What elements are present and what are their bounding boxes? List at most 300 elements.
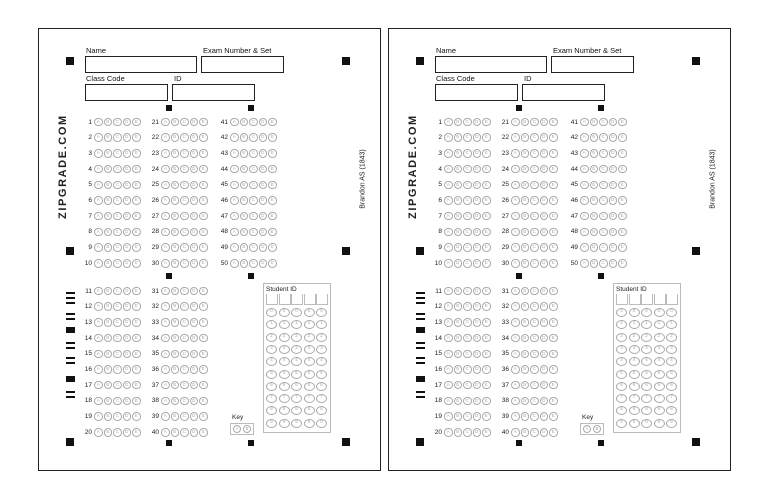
answer-bubble[interactable]: B (171, 397, 180, 406)
student-id-bubble[interactable]: 0 (291, 308, 302, 317)
answer-bubble[interactable]: D (540, 149, 549, 158)
answer-bubble[interactable]: D (190, 428, 199, 437)
student-id-bubble[interactable]: 6 (279, 382, 290, 391)
answer-bubble[interactable]: B (104, 350, 113, 359)
answer-bubble[interactable]: E (482, 165, 491, 174)
answer-bubble[interactable]: E (482, 196, 491, 205)
student-id-bubble[interactable]: 6 (316, 382, 327, 391)
answer-bubble[interactable]: E (482, 318, 491, 327)
answer-bubble[interactable]: C (530, 228, 539, 237)
answer-bubble[interactable]: B (454, 287, 463, 296)
answer-bubble[interactable]: B (454, 302, 463, 311)
answer-bubble[interactable]: E (549, 228, 558, 237)
answer-bubble[interactable]: A (580, 243, 589, 252)
answer-bubble[interactable]: C (113, 318, 122, 327)
answer-bubble[interactable]: B (171, 365, 180, 374)
answer-bubble[interactable]: B (521, 428, 530, 437)
student-id-bubble[interactable]: 0 (279, 308, 290, 317)
answer-bubble[interactable]: E (268, 259, 277, 268)
answer-bubble[interactable]: B (521, 365, 530, 374)
student-id-bubble[interactable]: 5 (616, 370, 627, 379)
answer-bubble[interactable]: A (161, 118, 170, 127)
answer-bubble[interactable]: A (444, 228, 453, 237)
answer-bubble[interactable]: D (473, 196, 482, 205)
student-id-bubble[interactable]: 8 (641, 406, 652, 415)
answer-bubble[interactable]: D (609, 228, 618, 237)
answer-bubble[interactable]: B (104, 412, 113, 421)
student-id-bubble[interactable]: 1 (291, 320, 302, 329)
answer-bubble[interactable]: E (132, 287, 141, 296)
answer-bubble[interactable]: A (161, 133, 170, 142)
answer-bubble[interactable]: A (230, 133, 239, 142)
student-id-bubble[interactable]: 4 (641, 357, 652, 366)
answer-bubble[interactable]: D (473, 212, 482, 221)
answer-bubble[interactable]: E (199, 165, 208, 174)
answer-bubble[interactable]: A (94, 318, 103, 327)
answer-bubble[interactable]: E (549, 334, 558, 343)
answer-bubble[interactable]: E (618, 196, 627, 205)
answer-bubble[interactable]: E (549, 428, 558, 437)
answer-bubble[interactable]: D (123, 165, 132, 174)
answer-bubble[interactable]: D (123, 318, 132, 327)
key-bubble[interactable]: B (593, 425, 601, 433)
answer-bubble[interactable]: D (473, 287, 482, 296)
student-id-bubble[interactable]: 2 (291, 333, 302, 342)
answer-bubble[interactable]: B (104, 149, 113, 158)
answer-bubble[interactable]: D (123, 381, 132, 390)
answer-bubble[interactable]: C (180, 133, 189, 142)
student-id-bubble[interactable]: 3 (641, 345, 652, 354)
answer-bubble[interactable]: E (268, 133, 277, 142)
answer-bubble[interactable]: C (463, 381, 472, 390)
answer-bubble[interactable]: B (590, 196, 599, 205)
student-id-bubble[interactable]: 1 (304, 320, 315, 329)
class-code-field[interactable] (435, 84, 518, 101)
answer-bubble[interactable]: B (171, 133, 180, 142)
answer-bubble[interactable]: E (549, 133, 558, 142)
answer-bubble[interactable]: C (249, 196, 258, 205)
answer-bubble[interactable]: E (199, 334, 208, 343)
answer-bubble[interactable]: E (132, 196, 141, 205)
answer-bubble[interactable]: E (132, 118, 141, 127)
answer-bubble[interactable]: E (268, 165, 277, 174)
answer-bubble[interactable]: B (171, 302, 180, 311)
answer-bubble[interactable]: C (180, 350, 189, 359)
answer-bubble[interactable]: B (454, 350, 463, 359)
answer-bubble[interactable]: C (599, 181, 608, 190)
answer-bubble[interactable]: C (249, 228, 258, 237)
student-id-bubble[interactable]: 8 (291, 406, 302, 415)
answer-bubble[interactable]: A (511, 428, 520, 437)
student-id-digit-box[interactable] (279, 294, 291, 305)
answer-bubble[interactable]: C (463, 318, 472, 327)
student-id-bubble[interactable]: 7 (666, 394, 677, 403)
answer-bubble[interactable]: D (190, 381, 199, 390)
answer-bubble[interactable]: D (190, 133, 199, 142)
student-id-bubble[interactable]: 1 (279, 320, 290, 329)
answer-bubble[interactable]: B (171, 334, 180, 343)
answer-bubble[interactable]: C (113, 196, 122, 205)
answer-bubble[interactable]: C (463, 302, 472, 311)
answer-bubble[interactable]: D (473, 428, 482, 437)
student-id-bubble[interactable]: 8 (616, 406, 627, 415)
answer-bubble[interactable]: E (132, 350, 141, 359)
answer-bubble[interactable]: A (94, 350, 103, 359)
answer-bubble[interactable]: D (123, 259, 132, 268)
answer-bubble[interactable]: A (511, 212, 520, 221)
answer-bubble[interactable]: A (444, 259, 453, 268)
answer-bubble[interactable]: D (540, 212, 549, 221)
answer-bubble[interactable]: C (530, 212, 539, 221)
answer-bubble[interactable]: A (230, 149, 239, 158)
answer-bubble[interactable]: A (161, 365, 170, 374)
answer-bubble[interactable]: B (240, 243, 249, 252)
answer-bubble[interactable]: B (590, 118, 599, 127)
student-id-bubble[interactable]: 4 (279, 357, 290, 366)
student-id-bubble[interactable]: 2 (316, 333, 327, 342)
key-bubble[interactable]: B (243, 425, 251, 433)
answer-bubble[interactable]: E (482, 381, 491, 390)
student-id-bubble[interactable]: 6 (291, 382, 302, 391)
answer-bubble[interactable]: A (511, 318, 520, 327)
answer-bubble[interactable]: A (444, 165, 453, 174)
answer-bubble[interactable]: E (482, 397, 491, 406)
answer-bubble[interactable]: C (180, 149, 189, 158)
student-id-bubble[interactable]: 3 (616, 345, 627, 354)
student-id-digit-box[interactable] (304, 294, 316, 305)
answer-bubble[interactable]: B (521, 381, 530, 390)
answer-bubble[interactable]: D (259, 165, 268, 174)
answer-bubble[interactable]: C (530, 287, 539, 296)
answer-bubble[interactable]: A (444, 365, 453, 374)
answer-bubble[interactable]: E (618, 212, 627, 221)
answer-bubble[interactable]: B (521, 228, 530, 237)
student-id-bubble[interactable]: 7 (266, 394, 277, 403)
answer-bubble[interactable]: D (259, 118, 268, 127)
answer-bubble[interactable]: C (599, 133, 608, 142)
answer-bubble[interactable]: C (180, 397, 189, 406)
answer-bubble[interactable]: D (259, 212, 268, 221)
answer-bubble[interactable]: B (590, 149, 599, 158)
answer-bubble[interactable]: B (521, 118, 530, 127)
answer-bubble[interactable]: B (521, 259, 530, 268)
answer-bubble[interactable]: D (123, 133, 132, 142)
answer-bubble[interactable]: C (530, 149, 539, 158)
answer-bubble[interactable]: E (618, 259, 627, 268)
name-field[interactable] (435, 56, 547, 73)
answer-bubble[interactable]: B (590, 228, 599, 237)
answer-bubble[interactable]: B (454, 428, 463, 437)
answer-bubble[interactable]: A (230, 259, 239, 268)
student-id-bubble[interactable]: 1 (629, 320, 640, 329)
answer-bubble[interactable]: B (171, 228, 180, 237)
answer-bubble[interactable]: B (454, 334, 463, 343)
answer-bubble[interactable]: E (199, 243, 208, 252)
answer-bubble[interactable]: B (521, 181, 530, 190)
answer-bubble[interactable]: E (199, 365, 208, 374)
answer-bubble[interactable]: B (171, 165, 180, 174)
answer-bubble[interactable]: A (444, 243, 453, 252)
answer-bubble[interactable]: B (240, 181, 249, 190)
student-id-bubble[interactable]: 7 (629, 394, 640, 403)
answer-bubble[interactable]: A (511, 243, 520, 252)
answer-bubble[interactable]: B (454, 196, 463, 205)
answer-bubble[interactable]: E (199, 212, 208, 221)
answer-bubble[interactable]: D (540, 350, 549, 359)
answer-bubble[interactable]: D (540, 228, 549, 237)
answer-bubble[interactable]: D (540, 397, 549, 406)
student-id-digit-box[interactable] (666, 294, 678, 305)
answer-bubble[interactable]: B (454, 212, 463, 221)
answer-bubble[interactable]: C (113, 334, 122, 343)
answer-bubble[interactable]: A (161, 397, 170, 406)
student-id-bubble[interactable]: 6 (641, 382, 652, 391)
answer-bubble[interactable]: A (511, 165, 520, 174)
answer-bubble[interactable]: C (180, 118, 189, 127)
answer-bubble[interactable]: D (540, 381, 549, 390)
answer-bubble[interactable]: B (521, 196, 530, 205)
answer-bubble[interactable]: D (609, 259, 618, 268)
answer-bubble[interactable]: C (113, 397, 122, 406)
answer-bubble[interactable]: B (521, 318, 530, 327)
answer-bubble[interactable]: C (113, 228, 122, 237)
student-id-bubble[interactable]: 5 (629, 370, 640, 379)
answer-bubble[interactable]: A (444, 196, 453, 205)
answer-bubble[interactable]: A (444, 334, 453, 343)
answer-bubble[interactable]: E (132, 334, 141, 343)
answer-bubble[interactable]: E (268, 196, 277, 205)
answer-bubble[interactable]: A (511, 259, 520, 268)
exam-number-field[interactable] (551, 56, 634, 73)
answer-bubble[interactable]: E (482, 133, 491, 142)
answer-bubble[interactable]: A (161, 428, 170, 437)
answer-bubble[interactable]: D (473, 165, 482, 174)
answer-bubble[interactable]: B (590, 181, 599, 190)
student-id-bubble[interactable]: 7 (291, 394, 302, 403)
answer-bubble[interactable]: D (473, 397, 482, 406)
answer-bubble[interactable]: E (482, 334, 491, 343)
answer-bubble[interactable]: A (161, 287, 170, 296)
answer-bubble[interactable]: D (190, 350, 199, 359)
answer-bubble[interactable]: B (521, 397, 530, 406)
student-id-bubble[interactable]: 9 (291, 419, 302, 428)
answer-bubble[interactable]: E (618, 165, 627, 174)
answer-bubble[interactable]: C (530, 165, 539, 174)
student-id-bubble[interactable]: 5 (666, 370, 677, 379)
student-id-digit-box[interactable] (266, 294, 278, 305)
student-id-digit-box[interactable] (641, 294, 653, 305)
key-bubble[interactable]: A (583, 425, 591, 433)
answer-bubble[interactable]: D (123, 302, 132, 311)
answer-bubble[interactable]: A (94, 287, 103, 296)
answer-bubble[interactable]: D (190, 118, 199, 127)
answer-bubble[interactable]: B (240, 212, 249, 221)
answer-bubble[interactable]: D (123, 212, 132, 221)
answer-bubble[interactable]: E (199, 181, 208, 190)
student-id-bubble[interactable]: 5 (304, 370, 315, 379)
answer-bubble[interactable]: D (190, 334, 199, 343)
answer-bubble[interactable]: E (549, 118, 558, 127)
answer-bubble[interactable]: E (132, 181, 141, 190)
student-id-bubble[interactable]: 6 (304, 382, 315, 391)
answer-bubble[interactable]: E (268, 228, 277, 237)
student-id-bubble[interactable]: 0 (266, 308, 277, 317)
answer-bubble[interactable]: B (240, 165, 249, 174)
answer-bubble[interactable]: D (540, 196, 549, 205)
answer-bubble[interactable]: C (180, 196, 189, 205)
answer-bubble[interactable]: B (590, 165, 599, 174)
answer-bubble[interactable]: B (104, 287, 113, 296)
answer-bubble[interactable]: C (180, 302, 189, 311)
answer-bubble[interactable]: A (511, 334, 520, 343)
answer-bubble[interactable]: D (473, 149, 482, 158)
answer-bubble[interactable]: C (113, 181, 122, 190)
class-code-field[interactable] (85, 84, 168, 101)
answer-bubble[interactable]: D (190, 243, 199, 252)
answer-bubble[interactable]: A (580, 259, 589, 268)
answer-bubble[interactable]: A (444, 302, 453, 311)
answer-bubble[interactable]: A (444, 412, 453, 421)
answer-bubble[interactable]: D (123, 397, 132, 406)
answer-bubble[interactable]: B (521, 302, 530, 311)
student-id-bubble[interactable]: 1 (654, 320, 665, 329)
answer-bubble[interactable]: C (599, 243, 608, 252)
answer-bubble[interactable]: A (444, 287, 453, 296)
answer-bubble[interactable]: C (249, 259, 258, 268)
answer-bubble[interactable]: C (249, 165, 258, 174)
student-id-bubble[interactable]: 2 (666, 333, 677, 342)
answer-bubble[interactable]: A (511, 302, 520, 311)
answer-bubble[interactable]: A (161, 181, 170, 190)
answer-bubble[interactable]: D (190, 212, 199, 221)
student-id-bubble[interactable]: 1 (666, 320, 677, 329)
answer-bubble[interactable]: D (123, 196, 132, 205)
answer-bubble[interactable]: D (473, 412, 482, 421)
answer-bubble[interactable]: E (549, 243, 558, 252)
answer-bubble[interactable]: D (540, 259, 549, 268)
answer-bubble[interactable]: B (521, 149, 530, 158)
answer-bubble[interactable]: C (113, 149, 122, 158)
answer-bubble[interactable]: E (618, 149, 627, 158)
answer-bubble[interactable]: B (590, 243, 599, 252)
answer-bubble[interactable]: C (463, 350, 472, 359)
answer-bubble[interactable]: A (580, 149, 589, 158)
answer-bubble[interactable]: D (540, 243, 549, 252)
answer-bubble[interactable]: A (580, 196, 589, 205)
answer-bubble[interactable]: A (94, 165, 103, 174)
student-id-bubble[interactable]: 6 (666, 382, 677, 391)
answer-bubble[interactable]: C (249, 243, 258, 252)
answer-bubble[interactable]: B (521, 350, 530, 359)
answer-bubble[interactable]: A (580, 118, 589, 127)
answer-bubble[interactable]: E (199, 287, 208, 296)
answer-bubble[interactable]: E (482, 428, 491, 437)
answer-bubble[interactable]: E (482, 228, 491, 237)
answer-bubble[interactable]: E (549, 212, 558, 221)
student-id-bubble[interactable]: 0 (304, 308, 315, 317)
answer-bubble[interactable]: E (618, 243, 627, 252)
student-id-bubble[interactable]: 4 (616, 357, 627, 366)
answer-bubble[interactable]: D (609, 149, 618, 158)
answer-bubble[interactable]: C (113, 287, 122, 296)
answer-bubble[interactable]: A (580, 212, 589, 221)
answer-bubble[interactable]: C (599, 196, 608, 205)
student-id-bubble[interactable]: 7 (279, 394, 290, 403)
answer-bubble[interactable]: E (482, 181, 491, 190)
answer-bubble[interactable]: D (473, 181, 482, 190)
answer-bubble[interactable]: A (230, 196, 239, 205)
answer-bubble[interactable]: E (549, 287, 558, 296)
answer-bubble[interactable]: D (473, 350, 482, 359)
answer-bubble[interactable]: C (180, 381, 189, 390)
answer-bubble[interactable]: B (454, 165, 463, 174)
answer-bubble[interactable]: C (530, 118, 539, 127)
answer-bubble[interactable]: A (161, 412, 170, 421)
answer-bubble[interactable]: B (171, 381, 180, 390)
answer-bubble[interactable]: D (190, 365, 199, 374)
answer-bubble[interactable]: D (190, 302, 199, 311)
answer-bubble[interactable]: E (549, 181, 558, 190)
answer-bubble[interactable]: A (161, 196, 170, 205)
answer-bubble[interactable]: E (199, 196, 208, 205)
answer-bubble[interactable]: D (540, 428, 549, 437)
answer-bubble[interactable]: D (190, 165, 199, 174)
answer-bubble[interactable]: E (482, 365, 491, 374)
answer-bubble[interactable]: A (94, 149, 103, 158)
exam-number-field[interactable] (201, 56, 284, 73)
answer-bubble[interactable]: D (190, 318, 199, 327)
answer-bubble[interactable]: C (599, 149, 608, 158)
answer-bubble[interactable]: D (473, 228, 482, 237)
answer-bubble[interactable]: D (123, 118, 132, 127)
answer-bubble[interactable]: D (259, 149, 268, 158)
answer-bubble[interactable]: D (123, 334, 132, 343)
answer-bubble[interactable]: D (473, 318, 482, 327)
answer-bubble[interactable]: C (599, 165, 608, 174)
answer-bubble[interactable]: C (180, 228, 189, 237)
student-id-bubble[interactable]: 0 (316, 308, 327, 317)
answer-bubble[interactable]: B (590, 212, 599, 221)
answer-bubble[interactable]: B (171, 212, 180, 221)
answer-bubble[interactable]: C (180, 365, 189, 374)
student-id-bubble[interactable]: 2 (654, 333, 665, 342)
answer-bubble[interactable]: C (180, 287, 189, 296)
answer-bubble[interactable]: B (240, 228, 249, 237)
answer-bubble[interactable]: A (444, 397, 453, 406)
answer-bubble[interactable]: E (132, 149, 141, 158)
answer-bubble[interactable]: C (530, 196, 539, 205)
answer-bubble[interactable]: C (249, 149, 258, 158)
answer-bubble[interactable]: B (171, 428, 180, 437)
student-id-bubble[interactable]: 3 (291, 345, 302, 354)
answer-bubble[interactable]: C (599, 259, 608, 268)
student-id-bubble[interactable]: 0 (654, 308, 665, 317)
answer-bubble[interactable]: A (444, 381, 453, 390)
answer-bubble[interactable]: E (549, 365, 558, 374)
answer-bubble[interactable]: E (268, 149, 277, 158)
student-id-bubble[interactable]: 4 (291, 357, 302, 366)
answer-bubble[interactable]: A (444, 133, 453, 142)
answer-bubble[interactable]: C (463, 334, 472, 343)
answer-bubble[interactable]: A (511, 287, 520, 296)
answer-bubble[interactable]: C (530, 350, 539, 359)
answer-bubble[interactable]: A (94, 259, 103, 268)
student-id-bubble[interactable]: 8 (279, 406, 290, 415)
answer-bubble[interactable]: C (599, 212, 608, 221)
answer-bubble[interactable]: C (463, 412, 472, 421)
answer-bubble[interactable]: B (454, 133, 463, 142)
answer-bubble[interactable]: C (463, 259, 472, 268)
